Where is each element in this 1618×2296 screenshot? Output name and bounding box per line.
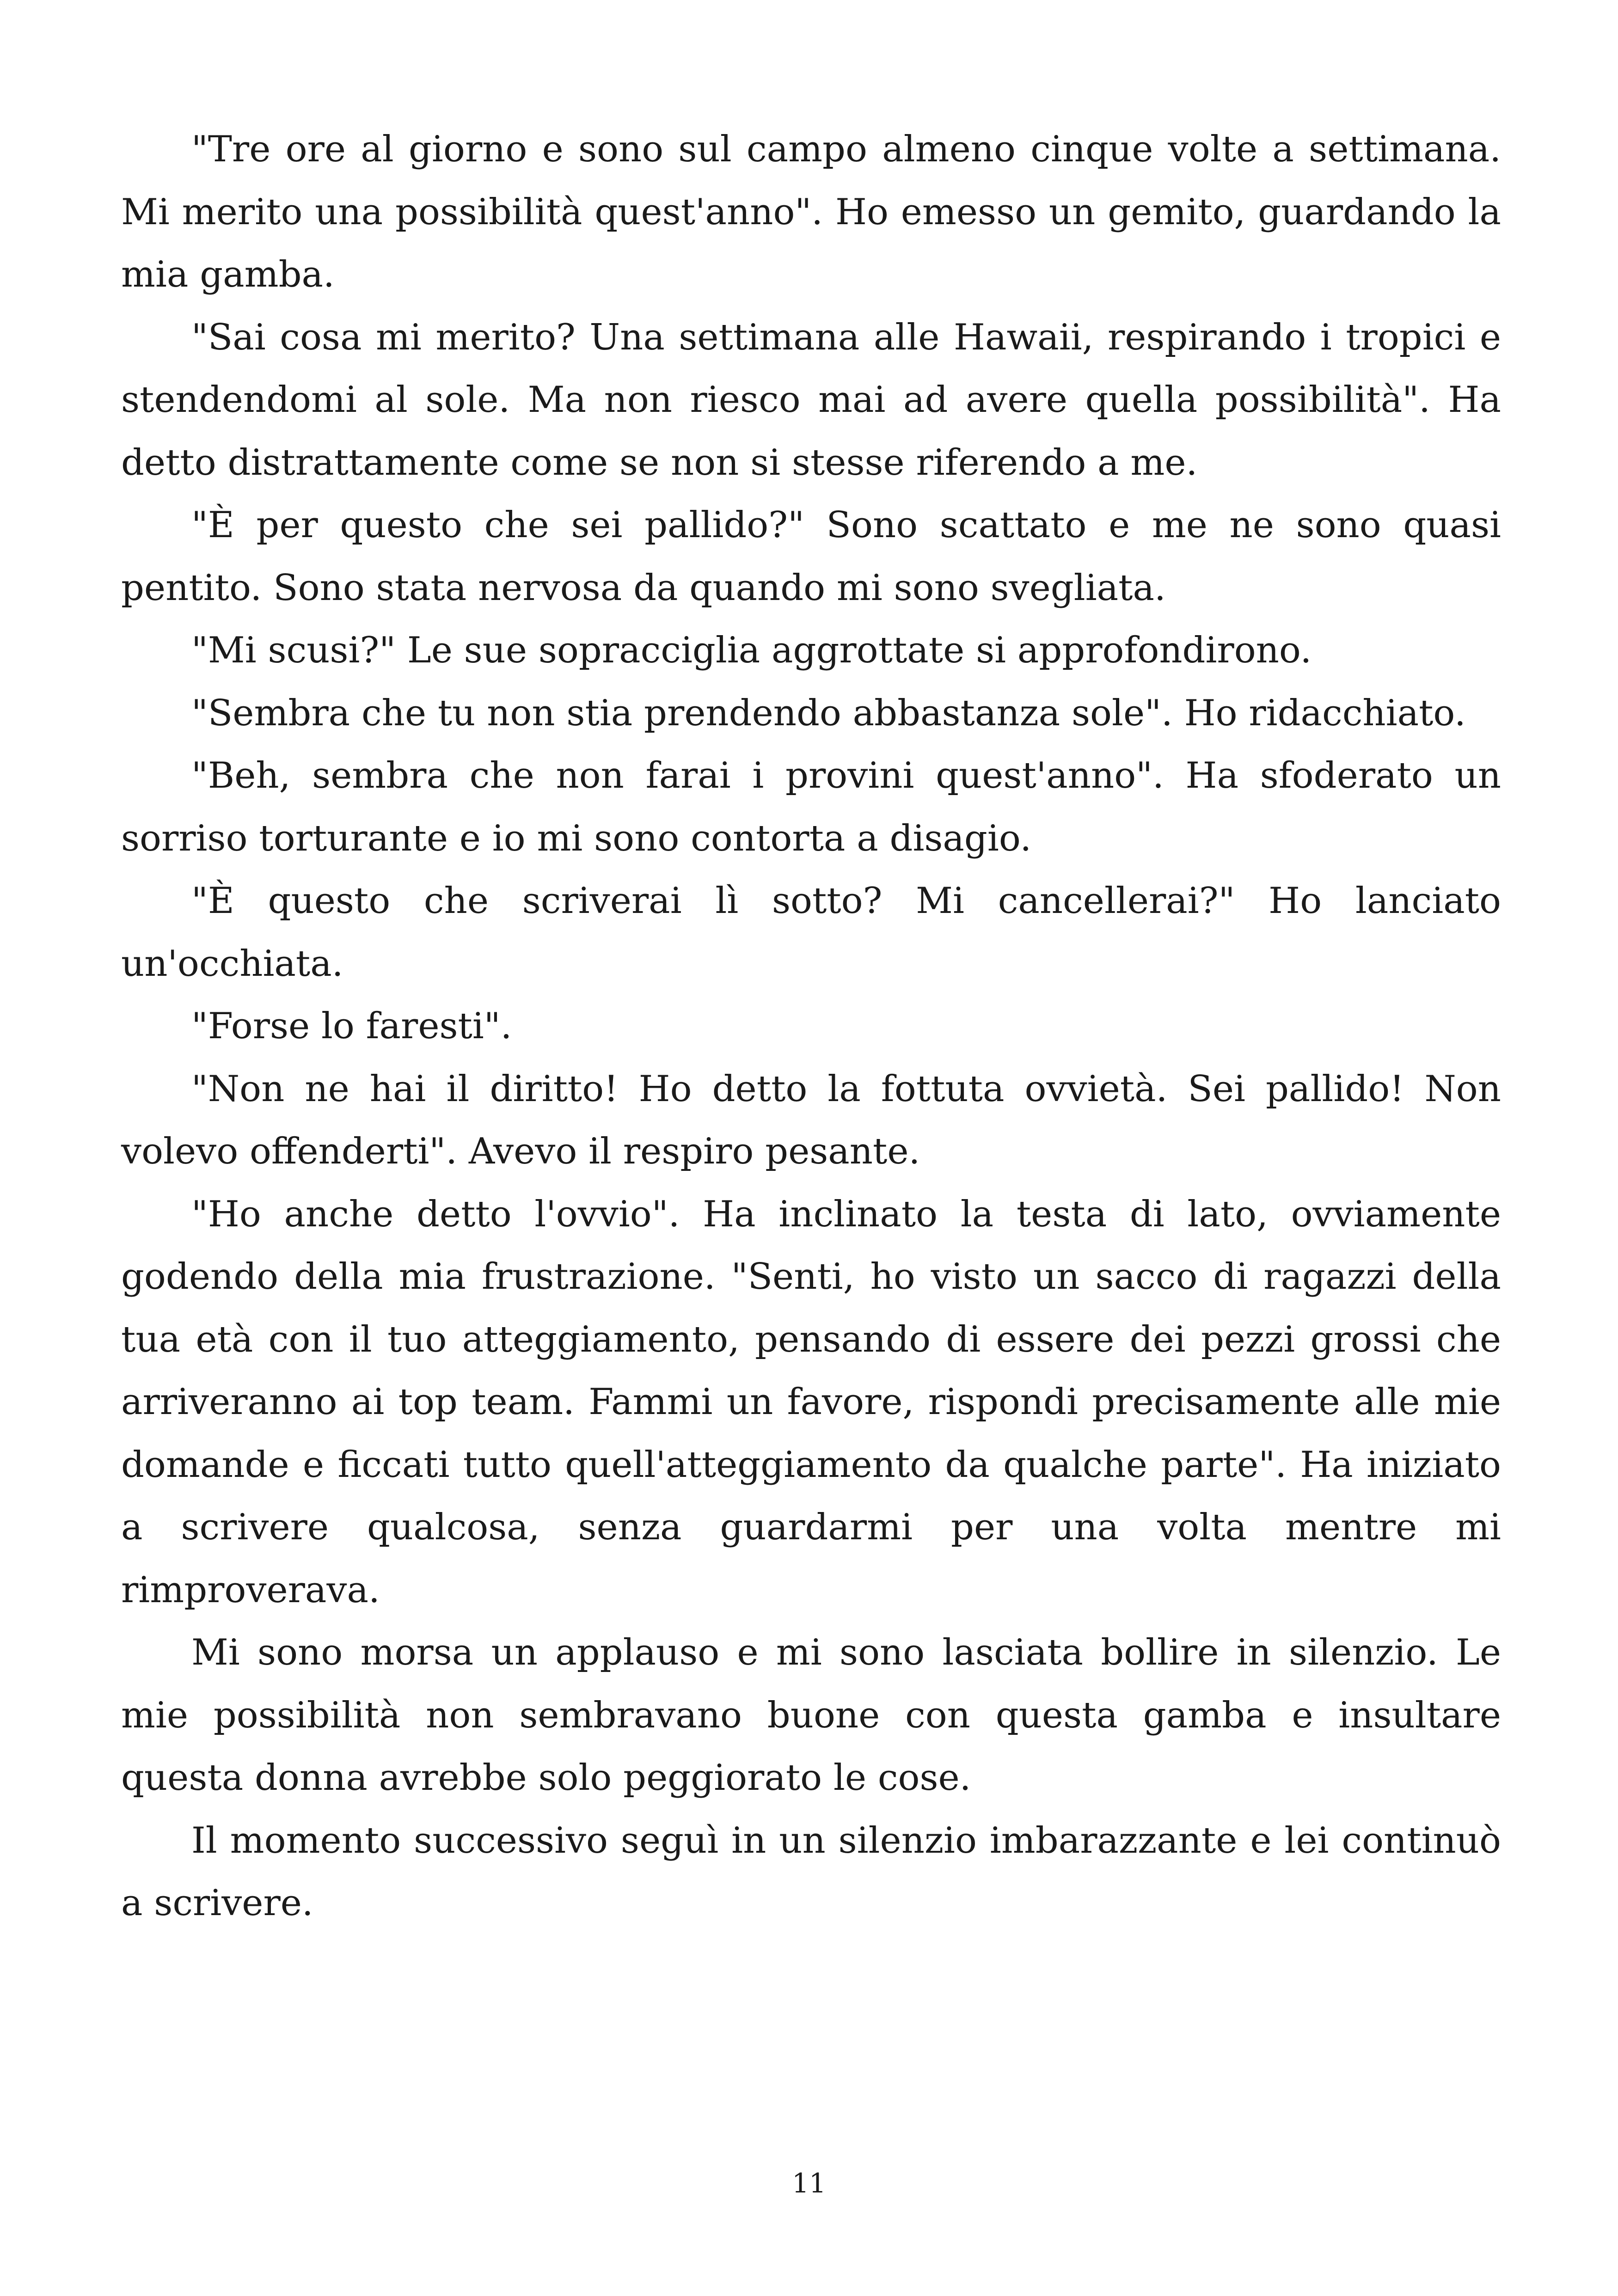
paragraph: "È questo che scriverai lì sotto? Mi cancellerai?" Ho lanciato un'occhiata. <box>121 880 1501 985</box>
body-text <box>121 118 1501 1935</box>
paragraph: "Non ne hai il diritto! Ho detto la fottuta ovvietà. Sei pallido! Non volevo offenderti". Avevo il respiro pesante. <box>121 1068 1501 1172</box>
paragraph: "È per questo che sei pallido?" Sono scattato e me ne sono quasi pentito. Sono stata nervosa da quando mi sono svegliata. <box>121 504 1501 609</box>
paragraph: "Sembra che tu non stia prendendo abbastanza sole". Ho ridacchiato. <box>191 692 1466 734</box>
paragraph: "Forse lo faresti". <box>191 1005 512 1047</box>
paragraph: Mi sono morsa un applauso e mi sono lasciata bollire in silenzio. Le mie possibilità non sembravano buone con questa gamba e insultare questa donna avrebbe solo peggiorato le cose. <box>121 1632 1501 1799</box>
page-number: 11 <box>792 2167 826 2199</box>
paragraph: "Ho anche detto l'ovvio". Ha inclinato la testa di lato, ovviamente godendo della mia frustrazione. "Senti, ho visto un sacco di ragazzi della tua età con il tuo atteggiamento, pensando di essere dei pezzi grossi che arriveranno ai top team. Fammi un favore, rispondi precisamente alle mie domande e ficcati tutto quell'atteggiamento da qualche parte". Ha iniziato a scrivere qualcosa, senza guardarmi per una volta mentre mi rimproverava. <box>121 1193 1501 1611</box>
paragraph: "Tre ore al giorno e sono sul campo almeno cinque volte a settimana. Mi merito una possibilità quest'anno". Ho emesso un gemito, guardando la mia gamba. <box>121 129 1501 295</box>
paragraph: "Sai cosa mi merito? Una settimana alle Hawaii, respirando i tropici e stendendomi al sole. Ma non riesco mai ad avere quella possibilità". Ha detto distrattamente come se non si stesse riferendo a me. <box>121 316 1501 484</box>
paragraph: Il momento successivo seguì in un silenzio imbarazzante e lei continuò a scrivere. <box>121 1819 1501 1924</box>
paragraph: "Mi scusi?" Le sue sopracciglia aggrottate si approfondirono. <box>191 630 1312 671</box>
paragraph: "Beh, sembra che non farai i provini quest'anno". Ha sfoderato un sorriso torturante e io mi sono contorta a disagio. <box>121 755 1501 859</box>
